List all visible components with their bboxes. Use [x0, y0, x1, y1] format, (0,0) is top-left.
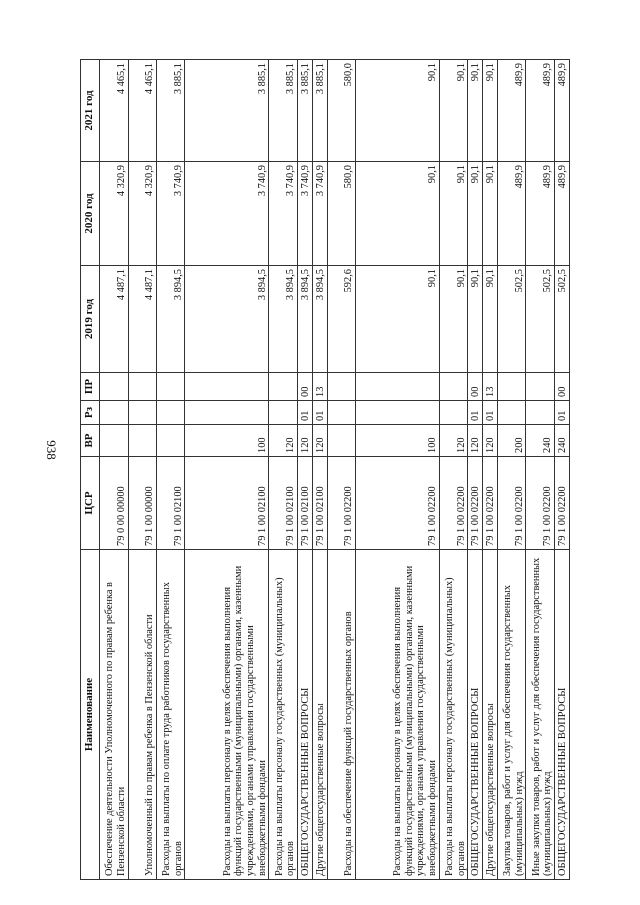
- row-vr: 120: [269, 425, 298, 457]
- row-csr: 79 1 00 02200: [355, 457, 439, 550]
- table-header-row: [81, 60, 100, 880]
- row-pr: 00: [468, 373, 483, 401]
- row-2020: 3 740,9: [297, 162, 312, 266]
- row-rz: 01: [555, 401, 570, 425]
- row-2021: 489,9: [526, 60, 555, 162]
- table-row: [483, 60, 498, 880]
- row-2019: 90,1: [483, 266, 498, 373]
- row-pr: 00: [297, 373, 312, 401]
- row-pr: [156, 373, 185, 401]
- table-row: [100, 60, 129, 880]
- row-csr: 79 1 00 02100: [185, 457, 269, 550]
- row-vr: 120: [297, 425, 312, 457]
- header-2019: 2019 год: [81, 266, 100, 373]
- header-vr: ВР: [81, 425, 100, 457]
- row-name: ОБЩЕГОСУДАРСТВЕННЫЕ ВОПРОСЫ: [297, 550, 312, 880]
- row-csr: 79 1 00 02100: [156, 457, 185, 550]
- row-2021: 3 885,1: [185, 60, 269, 162]
- row-rz: [526, 401, 555, 425]
- budget-table: [80, 59, 570, 880]
- row-2020: 3 740,9: [312, 162, 327, 266]
- row-2020: 3 740,9: [156, 162, 185, 266]
- table-row: [269, 60, 298, 880]
- row-rz: [156, 401, 185, 425]
- table-body: [100, 60, 570, 880]
- row-2020: 4 320,9: [100, 162, 129, 266]
- row-2021: 90,1: [439, 60, 468, 162]
- row-2019: 502,5: [497, 266, 526, 373]
- row-pr: [185, 373, 269, 401]
- row-csr: 79 1 00 02200: [555, 457, 570, 550]
- row-2019: 90,1: [355, 266, 439, 373]
- row-rz: [269, 401, 298, 425]
- row-csr: 79 1 00 02100: [297, 457, 312, 550]
- row-name: Другие общегосударственные вопросы: [483, 550, 498, 880]
- row-rz: 01: [468, 401, 483, 425]
- row-csr: 79 1 00 02200: [483, 457, 498, 550]
- row-vr: [327, 425, 355, 457]
- row-2021: 90,1: [483, 60, 498, 162]
- row-2019: 4 487,1: [100, 266, 129, 373]
- row-vr: [156, 425, 185, 457]
- row-2021: 489,9: [555, 60, 570, 162]
- row-pr: 00: [555, 373, 570, 401]
- row-2019: 592,6: [327, 266, 355, 373]
- row-2019: 3 894,5: [312, 266, 327, 373]
- table-row: [497, 60, 526, 880]
- row-rz: [497, 401, 526, 425]
- page-number: 938: [44, 440, 59, 460]
- row-2020: 3 740,9: [269, 162, 298, 266]
- row-name: Расходы на выплаты по оплате труда работников государственных органов: [156, 550, 185, 880]
- row-pr: 13: [312, 373, 327, 401]
- row-name: ОБЩЕГОСУДАРСТВЕННЫЕ ВОПРОСЫ: [468, 550, 483, 880]
- row-2019: 3 894,5: [156, 266, 185, 373]
- row-name: Закупка товаров, работ и услуг для обеспечения государственных (муниципальных) нужд: [497, 550, 526, 880]
- row-2020: 489,9: [497, 162, 526, 266]
- row-name: ОБЩЕГОСУДАРСТВЕННЫЕ ВОПРОСЫ: [555, 550, 570, 880]
- row-2020: 90,1: [355, 162, 439, 266]
- row-2020: 4 320,9: [128, 162, 156, 266]
- row-vr: 120: [483, 425, 498, 457]
- row-2021: 3 885,1: [156, 60, 185, 162]
- rotated-table-container: [80, 60, 570, 880]
- table-row: [327, 60, 355, 880]
- row-rz: [355, 401, 439, 425]
- row-name: Расходы на выплаты персоналу в целях обеспечения выполнения функций государственными (муниципальными) органами, казенными учреждениями, органами управления государственными внебюджетными фондами: [185, 550, 269, 880]
- row-rz: 01: [297, 401, 312, 425]
- row-vr: 100: [185, 425, 269, 457]
- table-row: [355, 60, 439, 880]
- row-pr: [355, 373, 439, 401]
- row-2021: 3 885,1: [269, 60, 298, 162]
- row-2019: 502,5: [555, 266, 570, 373]
- row-2021: 4 465,1: [128, 60, 156, 162]
- row-name: Расходы на выплаты персоналу государственных (муниципальных) органов: [269, 550, 298, 880]
- row-rz: [128, 401, 156, 425]
- row-name: Обеспечение деятельности Уполномоченного по правам ребенка в Пензенской области: [100, 550, 129, 880]
- row-rz: [439, 401, 468, 425]
- row-2020: 90,1: [468, 162, 483, 266]
- row-2021: 580,0: [327, 60, 355, 162]
- row-name: Расходы на выплаты персоналу в целях обеспечения выполнения функций государственными (муниципальными) органами, казенными учреждениями, органами управления государственными внебюджетными фондами: [355, 550, 439, 880]
- row-2020: 580,0: [327, 162, 355, 266]
- row-vr: 120: [312, 425, 327, 457]
- row-2020: 489,9: [526, 162, 555, 266]
- row-csr: 79 1 00 02200: [526, 457, 555, 550]
- row-2019: 90,1: [439, 266, 468, 373]
- row-2020: 90,1: [439, 162, 468, 266]
- row-pr: [497, 373, 526, 401]
- row-rz: 01: [483, 401, 498, 425]
- header-pr: ПР: [81, 373, 100, 401]
- row-name: Иные закупки товаров, работ и услуг для обеспечения государственных (муниципальных) нужд: [526, 550, 555, 880]
- row-2021: 90,1: [468, 60, 483, 162]
- row-vr: [100, 425, 129, 457]
- row-pr: [128, 373, 156, 401]
- row-2020: 3 740,9: [185, 162, 269, 266]
- row-csr: 79 1 00 02200: [327, 457, 355, 550]
- header-csr: ЦСР: [81, 457, 100, 550]
- header-name: Наименование: [81, 550, 100, 880]
- row-rz: [100, 401, 129, 425]
- table-row: [526, 60, 555, 880]
- row-csr: 79 1 00 02100: [269, 457, 298, 550]
- row-csr: 79 1 00 02100: [312, 457, 327, 550]
- row-2019: 3 894,5: [297, 266, 312, 373]
- row-2021: 489,9: [497, 60, 526, 162]
- row-2019: 90,1: [468, 266, 483, 373]
- row-vr: 120: [468, 425, 483, 457]
- row-2021: 90,1: [355, 60, 439, 162]
- row-csr: 79 1 00 02200: [439, 457, 468, 550]
- row-vr: 100: [355, 425, 439, 457]
- row-2020: 90,1: [483, 162, 498, 266]
- row-rz: [185, 401, 269, 425]
- table-row: [156, 60, 185, 880]
- row-name: Расходы на выплаты персоналу государственных (муниципальных) органов: [439, 550, 468, 880]
- table-row: [439, 60, 468, 880]
- row-rz: 01: [312, 401, 327, 425]
- row-pr: [439, 373, 468, 401]
- row-2021: 4 465,1: [100, 60, 129, 162]
- table-row: [555, 60, 570, 880]
- row-csr: 79 1 00 00000: [128, 457, 156, 550]
- table-row: [312, 60, 327, 880]
- header-2020: 2020 год: [81, 162, 100, 266]
- row-pr: [100, 373, 129, 401]
- row-2021: 3 885,1: [312, 60, 327, 162]
- row-pr: [269, 373, 298, 401]
- table-row: [128, 60, 156, 880]
- row-pr: 13: [483, 373, 498, 401]
- row-2021: 3 885,1: [297, 60, 312, 162]
- row-rz: [327, 401, 355, 425]
- row-csr: 79 1 00 02200: [468, 457, 483, 550]
- row-name: Расходы на обеспечение функций государственных органов: [327, 550, 355, 880]
- row-vr: 120: [439, 425, 468, 457]
- row-name: Другие общегосударственные вопросы: [312, 550, 327, 880]
- row-vr: [128, 425, 156, 457]
- row-csr: 79 1 00 02200: [497, 457, 526, 550]
- row-name: Уполномоченный по правам ребенка в Пензенской области: [128, 550, 156, 880]
- row-vr: 240: [555, 425, 570, 457]
- row-pr: [327, 373, 355, 401]
- header-2021: 2021 год: [81, 60, 100, 162]
- row-2019: 3 894,5: [185, 266, 269, 373]
- row-vr: 200: [497, 425, 526, 457]
- table-row: [297, 60, 312, 880]
- row-csr: 79 0 00 00000: [100, 457, 129, 550]
- row-vr: 240: [526, 425, 555, 457]
- header-rz: Рз: [81, 401, 100, 425]
- row-2019: 502,5: [526, 266, 555, 373]
- row-2019: 3 894,5: [269, 266, 298, 373]
- table-row: [468, 60, 483, 880]
- row-pr: [526, 373, 555, 401]
- table-row: [185, 60, 269, 880]
- row-2019: 4 487,1: [128, 266, 156, 373]
- row-2020: 489,9: [555, 162, 570, 266]
